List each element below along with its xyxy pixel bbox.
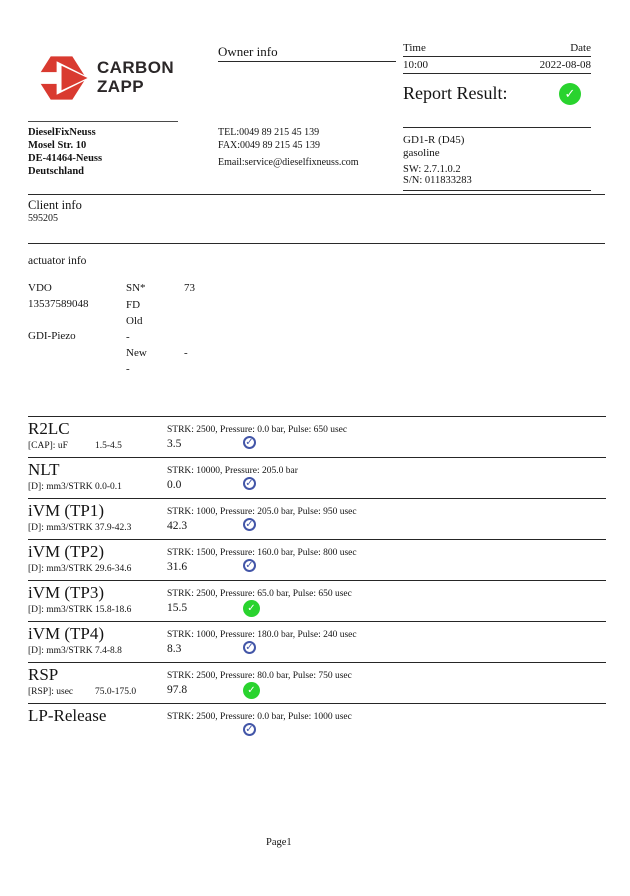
test-status-check-icon <box>243 477 256 490</box>
test-value: 0.0 <box>167 479 182 491</box>
test-range: 7.4-8.8 <box>95 646 122 656</box>
owner-tel: TEL:0049 89 215 45 139 <box>218 127 320 138</box>
test-name: NLT <box>28 460 60 479</box>
test-range: 37.9-42.3 <box>95 523 132 533</box>
actuator-extra-dash: - <box>126 363 130 375</box>
test-params: STRK: 2500, Pressure: 0.0 bar, Pulse: 650 usec <box>167 425 348 435</box>
test-params: STRK: 10000, Pressure: 205.0 bar <box>167 466 298 476</box>
owner-email: Email:service@dieselfixneuss.com <box>218 157 359 168</box>
test-value: 31.6 <box>167 561 188 573</box>
report-result-label: Report Result: <box>403 83 508 103</box>
test-value: 42.3 <box>167 520 188 532</box>
test-params: STRK: 2500, Pressure: 0.0 bar, Pulse: 1000 usec <box>167 712 352 722</box>
owner-fax: FAX:0049 89 215 45 139 <box>218 140 321 151</box>
test-name: iVM (TP2) <box>28 542 105 561</box>
actuator-part-number: 13537589048 <box>28 298 89 310</box>
actuator-sn-label: SN* <box>126 282 146 294</box>
test-status-check-icon <box>243 559 256 572</box>
table-row <box>28 621 606 662</box>
owner-address-block <box>28 126 102 178</box>
owner-info-underline <box>218 61 396 62</box>
test-unit: [D]: mm3/STRK <box>28 482 93 492</box>
test-status-check-icon <box>243 723 256 736</box>
machine-model: GD1-R (D45) <box>403 134 465 146</box>
test-range: 75.0-175.0 <box>95 687 137 697</box>
machine-info-block <box>403 127 591 186</box>
test-params: STRK: 1000, Pressure: 180.0 bar, Pulse: 240 usec <box>167 630 357 640</box>
machine-block-divider <box>403 190 591 191</box>
time-date-header-row <box>403 42 591 57</box>
test-unit: [D]: mm3/STRK <box>28 564 93 574</box>
table-row <box>28 416 606 457</box>
owner-name: DieselFixNeuss <box>28 127 96 138</box>
test-name: LP-Release <box>28 706 107 725</box>
test-unit: [D]: mm3/STRK <box>28 646 93 656</box>
test-value: 15.5 <box>167 602 188 614</box>
page-number: Page1 <box>266 837 292 848</box>
machine-software-version: SW: 2.7.1.0.2 <box>403 164 461 175</box>
test-unit: [D]: mm3/STRK <box>28 605 93 615</box>
actuator-new-value: - <box>184 347 188 359</box>
test-params: STRK: 1000, Pressure: 205.0 bar, Pulse: 950 usec <box>167 507 357 517</box>
client-section-top-divider <box>28 194 605 195</box>
test-name: RSP <box>28 665 59 684</box>
test-range: 1.5-4.5 <box>95 441 122 451</box>
client-id: 595205 <box>28 213 58 224</box>
test-name: iVM (TP4) <box>28 624 105 643</box>
logo-line-2: ZAPP <box>97 77 144 96</box>
test-params: STRK: 1500, Pressure: 160.0 bar, Pulse: 800 usec <box>167 548 357 558</box>
table-row <box>28 580 606 621</box>
time-label: Time <box>403 42 426 54</box>
date-value: 2022-08-08 <box>539 59 591 71</box>
test-status-check-icon <box>243 600 260 617</box>
test-params: STRK: 2500, Pressure: 65.0 bar, Pulse: 650 usec <box>167 589 352 599</box>
test-name: R2LC <box>28 419 70 438</box>
table-row <box>28 662 606 703</box>
actuator-old-value: - <box>126 331 130 343</box>
machine-serial-number: S/N: 011833283 <box>403 175 472 186</box>
table-row <box>28 457 606 498</box>
time-date-table <box>403 42 591 76</box>
actuator-old-label: Old <box>126 315 143 327</box>
test-status-check-icon <box>243 436 256 449</box>
test-value: 97.8 <box>167 684 188 696</box>
actuator-new-label: New <box>126 347 147 359</box>
test-status-check-icon <box>243 518 256 531</box>
owner-street: Mosel Str. 10 <box>28 140 87 151</box>
owner-city: DE-41464-Neuss <box>28 153 103 164</box>
test-name: iVM (TP3) <box>28 583 105 602</box>
test-params: STRK: 2500, Pressure: 80.0 bar, Pulse: 750 usec <box>167 671 352 681</box>
time-date-value-row <box>403 59 591 74</box>
carbon-zapp-logo-icon <box>36 54 90 102</box>
test-range: 15.8-18.6 <box>95 605 132 615</box>
test-range: 0.0-0.1 <box>95 482 122 492</box>
client-info-heading: Client info <box>28 198 82 212</box>
time-value: 10:00 <box>403 59 429 71</box>
client-section-bottom-divider <box>28 243 605 244</box>
test-unit: [CAP]: uF <box>28 441 68 451</box>
owner-info-heading: Owner info <box>218 44 278 59</box>
test-status-check-icon <box>243 641 256 654</box>
table-row <box>28 703 606 744</box>
owner-contact-block <box>218 126 359 169</box>
test-range: 29.6-34.6 <box>95 564 132 574</box>
logo-line-1: CARBON <box>97 58 175 77</box>
test-results-table <box>28 416 606 744</box>
actuator-maker: VDO <box>28 282 52 294</box>
test-value: 8.3 <box>167 643 182 655</box>
test-value: 3.5 <box>167 438 182 450</box>
actuator-type: GDI-Piezo <box>28 330 76 342</box>
actuator-sn-value: 73 <box>184 282 195 294</box>
test-status-check-icon <box>243 682 260 699</box>
actuator-fd-label: FD <box>126 299 141 311</box>
test-name: iVM (TP1) <box>28 501 105 520</box>
report-result-pass-check-icon <box>559 83 581 105</box>
table-row <box>28 539 606 580</box>
owner-country: Deutschland <box>28 166 85 177</box>
date-label: Date <box>570 42 591 54</box>
actuator-info-heading: actuator info <box>28 255 87 267</box>
test-unit: [RSP]: usec <box>28 687 74 697</box>
address-divider <box>28 121 178 122</box>
table-row <box>28 498 606 539</box>
machine-fuel-type: gasoline <box>403 147 440 159</box>
test-unit: [D]: mm3/STRK <box>28 523 93 533</box>
carbon-zapp-logo-text <box>97 58 174 96</box>
